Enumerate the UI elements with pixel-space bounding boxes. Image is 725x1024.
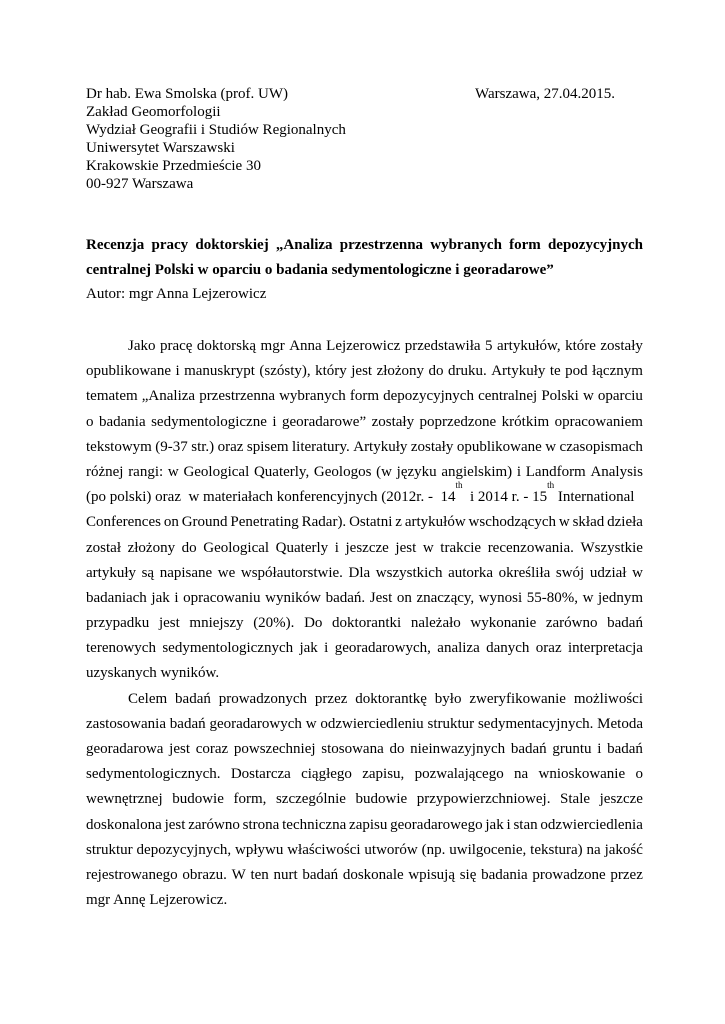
- paragraph-word: wykonanie: [470, 615, 537, 632]
- paragraph-word: depozycyjnych,: [136, 841, 232, 858]
- paragraph-word: strona: [242, 816, 280, 833]
- paragraph-word: Lejzerowicz: [326, 338, 401, 354]
- paragraph-word: na: [514, 766, 529, 783]
- title-line-1: [86, 233, 643, 258]
- paragraph-word: georadarowa: [86, 741, 164, 757]
- paragraph-word: zostały: [410, 438, 454, 455]
- paragraph-word: depozycyjnych: [383, 388, 474, 405]
- paragraph-word: został: [86, 539, 121, 556]
- paragraph-word: on: [396, 589, 412, 606]
- paragraph-word: artykułów: [404, 514, 466, 531]
- paragraph-word: swój: [555, 564, 585, 581]
- paragraph-word: wewnętrznej: [86, 791, 163, 808]
- paragraph-word: jak: [485, 816, 504, 833]
- paragraph-word: prowadzone: [532, 866, 606, 883]
- sender-postcode-city: 00-927 Warszawa: [86, 176, 194, 192]
- sender-faculty: Wydział Geografii i Studiów Regionalnych: [86, 122, 346, 138]
- paragraph-word: Jest: [369, 589, 393, 606]
- paragraph-word: Wszystkie: [580, 539, 643, 556]
- paragraph-word: Artykuły: [491, 363, 546, 380]
- paragraph-word: określiła: [498, 564, 551, 581]
- paragraph-word: Anna: [289, 338, 322, 354]
- paragraph-word: utworów: [364, 841, 418, 858]
- sender-street: Krakowskie Przedmieście 30: [86, 158, 261, 174]
- paragraph-word: druku.: [447, 363, 487, 380]
- paragraph-word: badań.: [325, 589, 366, 606]
- paragraph-word: sedymentologicznych.: [86, 766, 221, 783]
- paragraph-word: pod: [565, 363, 588, 380]
- paragraph-word: do: [389, 741, 405, 757]
- paragraph-word: Penetrating: [230, 514, 299, 531]
- title-line-2: centralnej Polski w oparciu o badania sedymentologiczne i georadarowe”: [86, 262, 554, 278]
- place-and-date: Warszawa, 27.04.2015.: [475, 86, 616, 102]
- title-word: Recenzja: [86, 237, 145, 253]
- paragraph-word: badań: [510, 741, 547, 757]
- paragraph-word: interpretacja: [567, 640, 643, 657]
- paragraph-word: gruntu: [552, 741, 592, 757]
- paragraph-word: przypadku: [86, 615, 150, 632]
- paragraph-word: w: [305, 715, 317, 732]
- paragraph-word: w: [582, 589, 594, 606]
- paragraph-word: 55-80%,: [526, 589, 578, 606]
- paragraph-word: w: [558, 514, 570, 531]
- paragraph-line: [86, 636, 643, 661]
- paragraph-word: doktorantki: [332, 615, 402, 632]
- paragraph-line: [86, 410, 643, 435]
- paragraph-word: jakość: [604, 841, 643, 858]
- paragraph-word: (szósty),: [259, 363, 311, 380]
- paragraph-word: jednym: [598, 589, 643, 606]
- paragraph-line: [86, 510, 643, 535]
- paragraph-word: zostały: [600, 338, 643, 354]
- paragraph-word: mgr: [260, 338, 285, 354]
- paragraph-word: Quaterly,: [253, 463, 310, 480]
- paragraph-word: Quaterly: [275, 539, 329, 556]
- paragraph-word: (9-37: [155, 438, 188, 455]
- paragraph-word: Geological: [183, 463, 250, 480]
- paragraph-word: wpisują: [408, 866, 456, 883]
- paragraph-word: należało: [410, 615, 461, 632]
- paragraph-word: złożony: [127, 539, 176, 556]
- paragraph-word: Metoda: [597, 715, 643, 732]
- paragraph-word: o: [86, 413, 94, 430]
- paragraph-word: trakcie: [440, 539, 482, 556]
- paragraph-word: wszystkich: [375, 564, 443, 581]
- paragraph-word: krótkim: [501, 413, 550, 430]
- paragraph-word: i: [324, 640, 329, 657]
- paragraph-word: obrazu.: [182, 866, 227, 883]
- paragraph-word: coraz: [195, 741, 229, 757]
- paragraph-word: on: [163, 514, 179, 531]
- ordinal-superscript: th: [455, 480, 463, 491]
- paragraph-word: jest: [164, 816, 186, 833]
- paragraph-word: do: [181, 539, 197, 556]
- paragraph-word: budowie: [172, 791, 224, 808]
- paragraph-word: literatury.: [292, 438, 350, 455]
- paragraph-word: na: [586, 841, 601, 858]
- paragraph-word: (20%).: [253, 615, 295, 632]
- paragraph-word: Geologos: [313, 463, 372, 480]
- ordinal-superscript: th: [547, 480, 555, 491]
- paragraph-word: Dostarcza: [230, 766, 291, 783]
- paragraph-word: pracę: [159, 338, 193, 354]
- paragraph-word: uzyskanych wyników.: [86, 665, 220, 682]
- paragraph-word: badania: [98, 413, 146, 430]
- paragraph-word: opracowaniem: [554, 413, 643, 430]
- paragraph-word: napisane: [159, 564, 213, 581]
- paragraph-word: prowadzonych: [218, 690, 308, 707]
- paragraph-word: udział: [589, 564, 627, 581]
- paragraph-word: badań: [302, 866, 339, 883]
- paragraph-word: i: [174, 589, 179, 606]
- paragraph-word: artykułów,: [497, 338, 561, 354]
- paragraph-2: [86, 687, 643, 914]
- paragraph-word: poprzedzone: [419, 413, 497, 430]
- paragraph-word: jest: [158, 615, 180, 632]
- paragraph-word: dzieła: [607, 514, 643, 531]
- paragraph-word: badań: [607, 615, 643, 632]
- paragraph-word: wpływu: [234, 841, 284, 858]
- paragraph-word: Polski: [541, 388, 579, 405]
- paragraph-word: nieinwazyjnych: [410, 741, 506, 757]
- title-word: form: [509, 237, 541, 253]
- paragraph-word: współautorstwie.: [240, 564, 343, 581]
- paragraph-word: Do: [304, 615, 323, 632]
- paragraph-word: badań: [607, 741, 643, 757]
- title-word: doktorskiej: [195, 237, 269, 253]
- paragraph-word: Celem: [128, 690, 168, 707]
- paragraph-word: sedymentacyjnych.: [477, 715, 594, 732]
- paragraph-word: doskonalona: [86, 816, 162, 833]
- paragraph-word: artykuły: [86, 564, 136, 581]
- paragraph-word: Landform: [525, 463, 586, 480]
- paragraph-line: [86, 687, 643, 712]
- paragraph-line: [86, 611, 643, 636]
- paragraph-word: (np.: [421, 841, 446, 858]
- paragraph-word: jest: [351, 363, 373, 380]
- paragraph-line: [86, 762, 643, 787]
- paragraph-word: doskonale: [342, 866, 404, 883]
- paragraph-word: sedymentologicznych: [162, 640, 294, 657]
- paragraph-word: doktorantkę: [355, 690, 427, 707]
- paragraph-word: danych: [486, 640, 530, 657]
- paragraph-word: powszechniej: [233, 741, 316, 757]
- paragraph-word: czasopismach: [559, 438, 643, 455]
- paragraph-word: i: [506, 816, 511, 833]
- paragraph-word: w: [632, 564, 643, 581]
- paragraph-line: [86, 435, 643, 460]
- paragraph-word: oraz: [535, 640, 562, 657]
- title-word: depozycyjnych: [547, 237, 643, 253]
- paragraph-word: właściwości: [287, 841, 361, 858]
- paragraph-word: skład: [572, 514, 605, 531]
- paragraph-line: [86, 863, 643, 888]
- paragraph-word: przestrzenna: [199, 388, 275, 405]
- paragraph-word: z: [395, 514, 402, 531]
- paragraph-word: stan: [513, 816, 538, 833]
- paragraph-line: [86, 334, 643, 359]
- line-text: (po polski) oraz w materiałach konferencyjnych (2012r. - 14: [86, 489, 456, 506]
- paragraph-word: i: [272, 413, 277, 430]
- paragraph-word: języku: [396, 463, 437, 480]
- paragraph-word: jak: [151, 589, 170, 606]
- paragraph-word: Jako: [128, 338, 156, 354]
- paragraph-word: (w: [376, 463, 392, 480]
- paragraph-line: [86, 384, 643, 409]
- paragraph-word: analiza: [437, 640, 480, 657]
- paragraph-word: oraz: [217, 438, 244, 455]
- sender-address-block: [86, 85, 346, 193]
- paragraph-word: tekstura): [530, 841, 583, 858]
- paragraph-word: manuskrypt: [184, 363, 255, 380]
- paragraph-word: wybranych: [279, 388, 346, 405]
- paragraph-word: jest: [395, 539, 417, 556]
- paragraph-line: [86, 536, 643, 561]
- paragraph-word: było: [434, 690, 462, 707]
- paragraph-1: [86, 334, 643, 687]
- paragraph-word: zapisu,: [362, 766, 405, 783]
- paragraph-line: [86, 813, 643, 838]
- paragraph-word: recenzowania.: [487, 539, 574, 556]
- paragraph-word: przez: [314, 690, 348, 707]
- paragraph-word: zarówno: [188, 816, 240, 833]
- title-word: przestrzenna: [339, 237, 424, 253]
- paragraph-line: [86, 661, 643, 686]
- paragraph-word: opublikowane: [86, 363, 171, 380]
- paragraph-word: zostały: [371, 413, 415, 430]
- paragraph-line: [86, 359, 643, 384]
- paragraph-word: ciągłego: [301, 766, 352, 783]
- paragraph-word: stosowana: [321, 741, 384, 757]
- paragraph-word: które: [565, 338, 596, 354]
- paragraph-word: o: [635, 766, 643, 783]
- paragraph-word: Ostatni: [349, 514, 393, 531]
- paragraph-word: i: [597, 741, 602, 757]
- sender-department: Zakład Geomorfologii: [86, 104, 221, 120]
- paragraph-word: mniejszy: [189, 615, 244, 632]
- sender-university: Uniwersytet Warszawski: [86, 140, 235, 156]
- paragraph-word: łącznym: [592, 363, 643, 380]
- paragraph-word: w: [545, 438, 557, 455]
- paragraph-line: [86, 480, 643, 510]
- paragraph-word: ten: [250, 866, 269, 883]
- paragraph-word: wnioskowanie: [538, 766, 626, 783]
- paragraph-word: mgr Annę Lejzerowicz.: [86, 892, 228, 909]
- paragraph-word: badań: [175, 690, 211, 707]
- paragraph-word: te: [549, 363, 561, 380]
- paragraph-word: znaczący,: [416, 589, 475, 606]
- paragraph-word: odzwierciedleniu: [320, 715, 424, 732]
- paragraph-line: [86, 838, 643, 863]
- paragraph-word: str.): [191, 438, 215, 455]
- paragraph-line: [86, 737, 643, 762]
- paragraph-word: wschodzących: [468, 514, 556, 531]
- paragraph-word: doktorską: [196, 338, 257, 354]
- paragraph-word: Stale: [560, 791, 591, 808]
- paragraph-line: [86, 787, 643, 812]
- paragraph-word: budowie: [355, 791, 408, 808]
- paragraph-word: zarówno: [545, 615, 598, 632]
- paragraph-word: w: [422, 539, 434, 556]
- paragraph-word: pozwalającego: [414, 766, 504, 783]
- paragraph-word: zapisu: [349, 816, 388, 833]
- paragraph-word: georadarowe”: [281, 413, 367, 430]
- paragraph-word: autorka: [448, 564, 494, 581]
- paragraph-word: form: [349, 388, 380, 405]
- paragraph-word: techniczna: [282, 816, 347, 833]
- paragraph-word: opracowaniu: [183, 589, 261, 606]
- paragraph-word: tekstowym: [86, 438, 152, 455]
- paragraph-word: wynosi: [478, 589, 523, 606]
- paragraph-word: zastosowania: [86, 715, 166, 732]
- paragraph-word: spisem: [246, 438, 289, 455]
- paragraph-word: złożony: [376, 363, 425, 380]
- paragraph-word: zweryfikowanie: [469, 690, 566, 707]
- paragraph-word: we: [217, 564, 236, 581]
- paragraph-word: struktur: [427, 715, 475, 732]
- author-line: Autor: mgr Anna Lejzerowicz: [86, 286, 267, 302]
- paragraph-word: Analysis: [590, 463, 643, 480]
- paragraph-word: rangi:: [128, 463, 164, 480]
- paragraph-word: i: [175, 363, 180, 380]
- paragraph-line: [86, 561, 643, 586]
- paragraph-word: badaniach: [86, 589, 147, 606]
- paragraph-word: do: [428, 363, 444, 380]
- paragraph-line: [86, 586, 643, 611]
- paragraph-word: jeszcze: [599, 791, 643, 808]
- paragraph-word: jak: [299, 640, 318, 657]
- paragraph-word: jest: [169, 741, 191, 757]
- paragraph-word: przypowierzchniowej.: [416, 791, 551, 808]
- paragraph-word: badania: [481, 866, 528, 883]
- paragraph-word: oparciu: [597, 388, 643, 405]
- paragraph-word: badań: [169, 715, 206, 732]
- paragraph-line: [86, 888, 643, 913]
- paragraph-word: angielskim): [441, 463, 513, 480]
- paragraph-word: odzwierciedlenia: [540, 816, 643, 833]
- paragraph-word: w: [582, 388, 594, 405]
- paragraph-word: 5: [485, 338, 493, 354]
- paragraph-word: georadarowych: [209, 715, 302, 732]
- paragraph-word: który: [315, 363, 347, 380]
- paragraph-word: są: [141, 564, 155, 581]
- paragraph-word: wyników: [265, 589, 321, 606]
- paragraph-word: Ground: [181, 514, 228, 531]
- paragraph-word: georadarowego: [390, 816, 483, 833]
- title-word: „Analiza: [275, 237, 333, 253]
- paragraph-word: i: [334, 539, 339, 556]
- review-title: [86, 233, 643, 283]
- line-text: i 2014 r. - 15: [462, 489, 548, 506]
- paragraph-word: opublikowane: [456, 438, 542, 455]
- paragraph-word: różnej: [86, 463, 124, 480]
- paragraph-word: uwilgocenie,: [449, 841, 527, 858]
- paragraph-word: Artykuły: [353, 438, 408, 455]
- paragraph-word: możliwości: [573, 690, 643, 707]
- paragraph-word: W: [231, 866, 246, 883]
- paragraph-word: Geological: [203, 539, 270, 556]
- paragraph-word: georadarowych,: [334, 640, 431, 657]
- paragraph-word: form,: [233, 791, 267, 808]
- paragraph-word: terenowych: [86, 640, 156, 657]
- paragraph-word: szczególnie: [275, 791, 346, 808]
- paragraph-word: „Analiza: [141, 388, 196, 405]
- line-text: International: [554, 489, 635, 506]
- paragraph-word: przez: [610, 866, 643, 883]
- title-word: pracy: [151, 237, 189, 253]
- paragraph-word: centralnej: [478, 388, 538, 405]
- paragraph-word: sedymentologiczne: [151, 413, 267, 430]
- paragraph-word: struktur: [86, 841, 133, 858]
- paragraph-word: przedstawiła: [404, 338, 481, 354]
- title-word: wybranych: [430, 237, 502, 253]
- paragraph-line: [86, 460, 643, 485]
- sender-name: Dr hab. Ewa Smolska (prof. UW): [86, 86, 289, 102]
- paragraph-word: Dla: [348, 564, 371, 581]
- paragraph-word: nurt: [273, 866, 298, 883]
- paragraph-word: i: [516, 463, 522, 480]
- paragraph-word: jeszcze: [345, 539, 389, 556]
- paragraph-word: Radar).: [301, 514, 347, 531]
- paragraph-word: w: [167, 463, 179, 480]
- paragraph-line: [86, 712, 643, 737]
- review-body: [86, 334, 643, 913]
- paragraph-word: Conferences: [86, 514, 161, 531]
- paragraph-word: się: [459, 866, 477, 883]
- paragraph-word: rejestrowanego: [86, 866, 178, 883]
- paragraph-word: tematem: [86, 388, 138, 405]
